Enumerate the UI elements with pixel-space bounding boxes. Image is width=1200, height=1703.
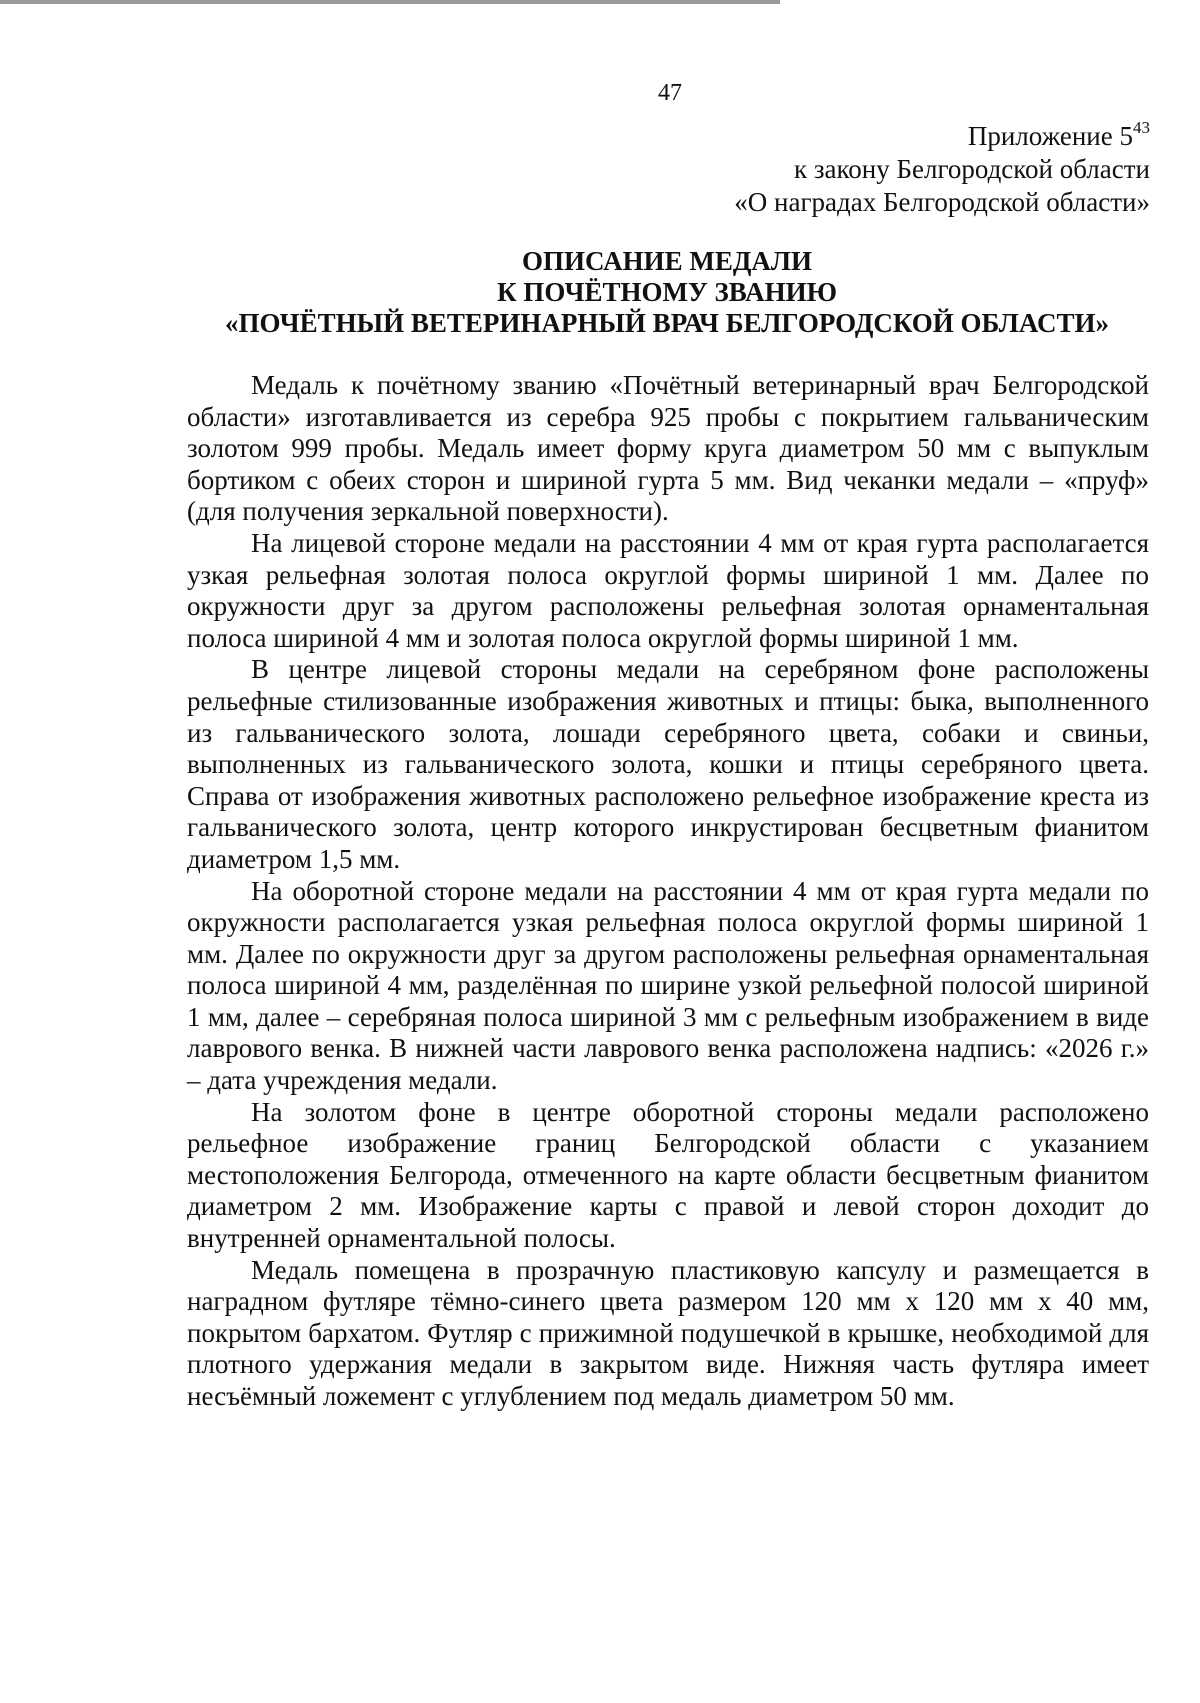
scan-edge-line [0, 0, 780, 4]
paragraph-3: В центре лицевой стороны медали на серебряном фоне расположены рельефные стилизованные изображения животных и птицы: быка, выполненного из гальванического золота, лошади серебряного цвета, собаки и свиньи, выполненных из гальванического золота, кошки и птицы серебряного цвета. Справа от изображения животных расположено рельефное изображение креста из гальванического золота, центр которого инкрустирован бесцветным фианитом диаметром 1,5 мм. [187, 654, 1149, 874]
paragraph-5: На золотом фоне в центре оборотной стороны медали расположено рельефное изображение границ Белгородской области с указанием местоположения Белгорода, отмеченного на карте области бесцветным фианитом диаметром 2 мм. Изображение карты с правой и левой сторон доходит до внутренней орнаментальной полосы. [187, 1096, 1149, 1254]
title-line-3: «ПОЧЁТНЫЙ ВЕТЕРИНАРНЫЙ ВРАЧ БЕЛГОРОДСКОЙ ОБЛАСТИ» [224, 308, 1110, 338]
document-title [187, 246, 1147, 339]
paragraph-4: На оборотной стороне медали на расстоянии 4 мм от края гурта медали по окружности располагается узкая рельефная полоса округлой формы шириной 1 мм. Далее по окружности друг за другом расположены рельефная орнаментальная полоса шириной 4 мм, разделённая по ширине узкой рельефной полосой шириной 1 мм, далее – серебряная полоса шириной 3 мм с рельефным изображением в виде лаврового венка. В нижней части лаврового венка расположена надпись: «2026 г.» – дата учреждения медали. [187, 875, 1149, 1096]
appendix-law-reference: к закону Белгородской области [794, 154, 1150, 184]
appendix-heading [734, 120, 1150, 153]
appendix-superscript: 43 [1133, 118, 1150, 137]
title-line-2: К ПОЧЁТНОМУ ЗВАНИЮ [496, 277, 837, 307]
paragraph-1: Медаль к почётному званию «Почётный ветеринарный врач Белгородской области» изготавливается из серебра 925 пробы с покрытием гальваническим золотом 999 пробы. Медаль имеет форму круга диаметром 50 мм с выпуклым бортиком с обеих сторон и шириной гурта 5 мм. Вид чеканки медали – «пруф» (для получения зеркальной поверхности). [187, 370, 1149, 527]
appendix-block [734, 120, 1150, 219]
title-line-1: ОПИСАНИЕ МЕДАЛИ [521, 246, 813, 276]
appendix-law-title: «О наградах Белгородской области» [734, 187, 1150, 217]
paragraph-2: На лицевой стороне медали на расстоянии 4 мм от края гурта располагается узкая рельефная золотая полоса округлой формы шириной 1 мм. Далее по окружности друг за другом расположены рельефная золотая орнаментальная полоса шириной 4 мм и золотая полоса округлой формы шириной 1 мм. [187, 527, 1149, 653]
page-number: 47 [658, 80, 682, 106]
paragraph-6: Медаль помещена в прозрачную пластиковую капсулу и размещается в наградном футляре тёмно-синего цвета размером 120 мм х 120 мм х 40 мм, покрытом бархатом. Футляр с прижимной подушечкой в крышке, необходимой для плотного удержания медали в закрытом виде. Нижняя часть футляра имеет несъёмный ложемент с углублением под медаль диаметром 50 мм. [187, 1254, 1149, 1411]
appendix-heading-text: Приложение 5 [967, 121, 1133, 151]
document-body [187, 370, 1149, 1413]
